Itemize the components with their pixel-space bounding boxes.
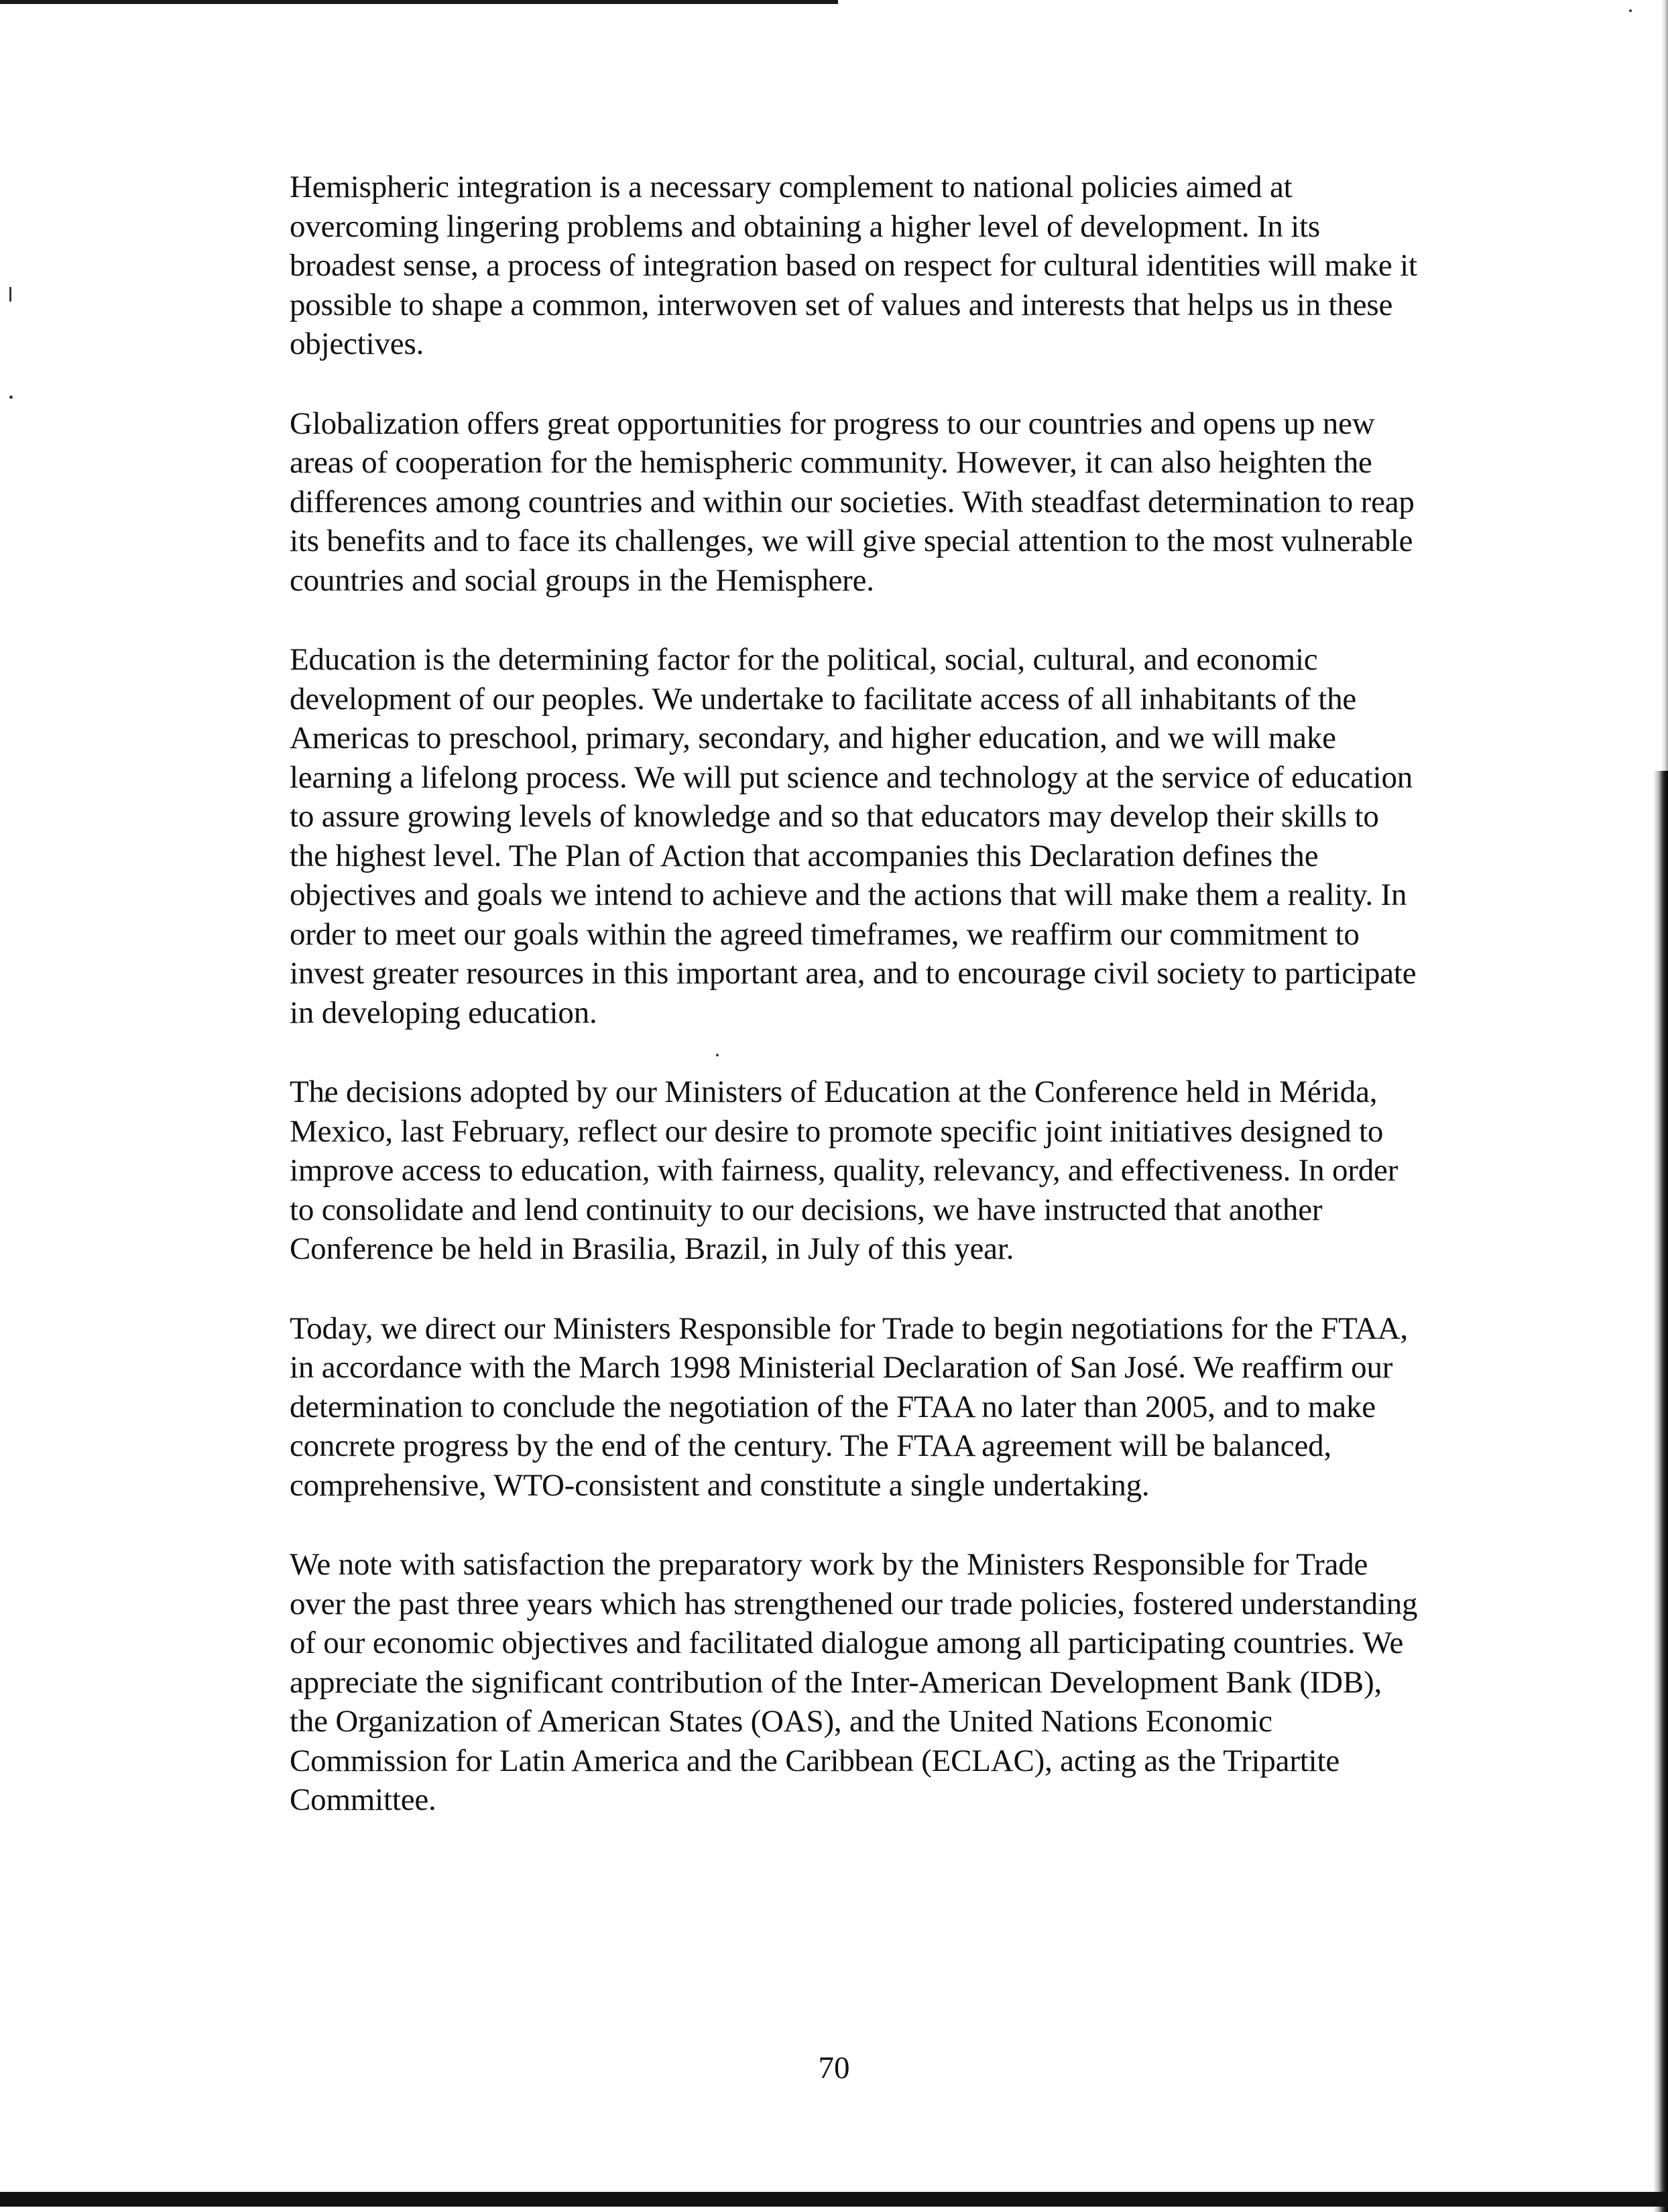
- scan-speck: [9, 395, 13, 399]
- scan-speck: [1629, 9, 1632, 12]
- paragraph-ftaa-negotiations: Today, we direct our Ministers Responsible for Trade to begin negotiations for the FTAA, in accordance with the March 1998 Ministerial Declaration of San José. We reaffirm our determination to conclude the negotiation of the FTAA no later than 2005, and to make concrete progress by the end of the century. The FTAA agreement will be balanced, comprehensive, WTO-consistent and constitute a single undertaking.: [290, 1310, 1408, 1503]
- paragraph-hemispheric-integration: Hemispheric integration is a necessary complement to national policies aimed at overcoming lingering problems and obtaining a higher level of development. In its broadest sense, a process of integration based on respect for cultural identities will make it possible to shape a common, interwoven set of values and interests that helps us in these objectives.: [290, 170, 1417, 361]
- scan-bottom-border: [0, 2192, 1668, 2207]
- scan-top-border: [0, 0, 838, 4]
- document-body: [290, 168, 1423, 1860]
- scan-speck: [9, 287, 11, 302]
- paragraph-education: Education is the determining factor for the political, social, cultural, and economic development of our peoples. We undertake to facilitate access of all inhabitants of the Americas to preschool, primary, secondary, and higher education, and we will make learning a lifelong process. We will put science and technology at the service of education to assure growing levels of knowledge and so that educators may develop their skills to the highest level. The Plan of Action that accompanies this Declaration defines the objectives and goals we intend to achieve and the actions that will make them a reality. In order to meet our goals within the agreed timeframes, we reaffirm our commitment to invest greater resources in this important area, and to encourage civil society to participate in developing education.: [290, 642, 1417, 1030]
- paragraph-tripartite-committee: We note with satisfaction the preparatory work by the Ministers Responsible for Trade over the past three years which has strengthened our trade policies, fostered understanding of our economic objectives and facilitated dialogue among all participating countries. We appreciate the significant contribution of the Inter-American Development Bank (IDB), the Organization of American States (OAS), and the United Nations Economic Commission for Latin America and the Caribbean (ECLAC), acting as the Tripartite Committee.: [290, 1547, 1418, 1817]
- page-number: 70: [818, 2050, 850, 2085]
- paragraph-merida-conference: The decisions adopted by our Ministers of Education at the Conference held in Mérida, Mexico, last February, reflect our desire to promote specific joint initiatives designed to improve access to education, with fairness, quality, relevancy, and effectiveness. In order to consolidate and lend continuity to our decisions, we have instructed that another Conference be held in Brasilia, Brazil, in July of this year.: [290, 1074, 1398, 1266]
- paragraph-globalization: Globalization offers great opportunities for progress to our countries and opens up new areas of cooperation for the hemispheric community. However, it can also heighten the differences among countries and within our societies. With steadfast determination to reap its benefits and to face its challenges, we will give special attention to the most vulnerable countries and social groups in the Hemisphere.: [290, 406, 1415, 598]
- scan-right-shadow-upper: [1661, 0, 1668, 771]
- scan-right-shadow: [1653, 771, 1668, 2212]
